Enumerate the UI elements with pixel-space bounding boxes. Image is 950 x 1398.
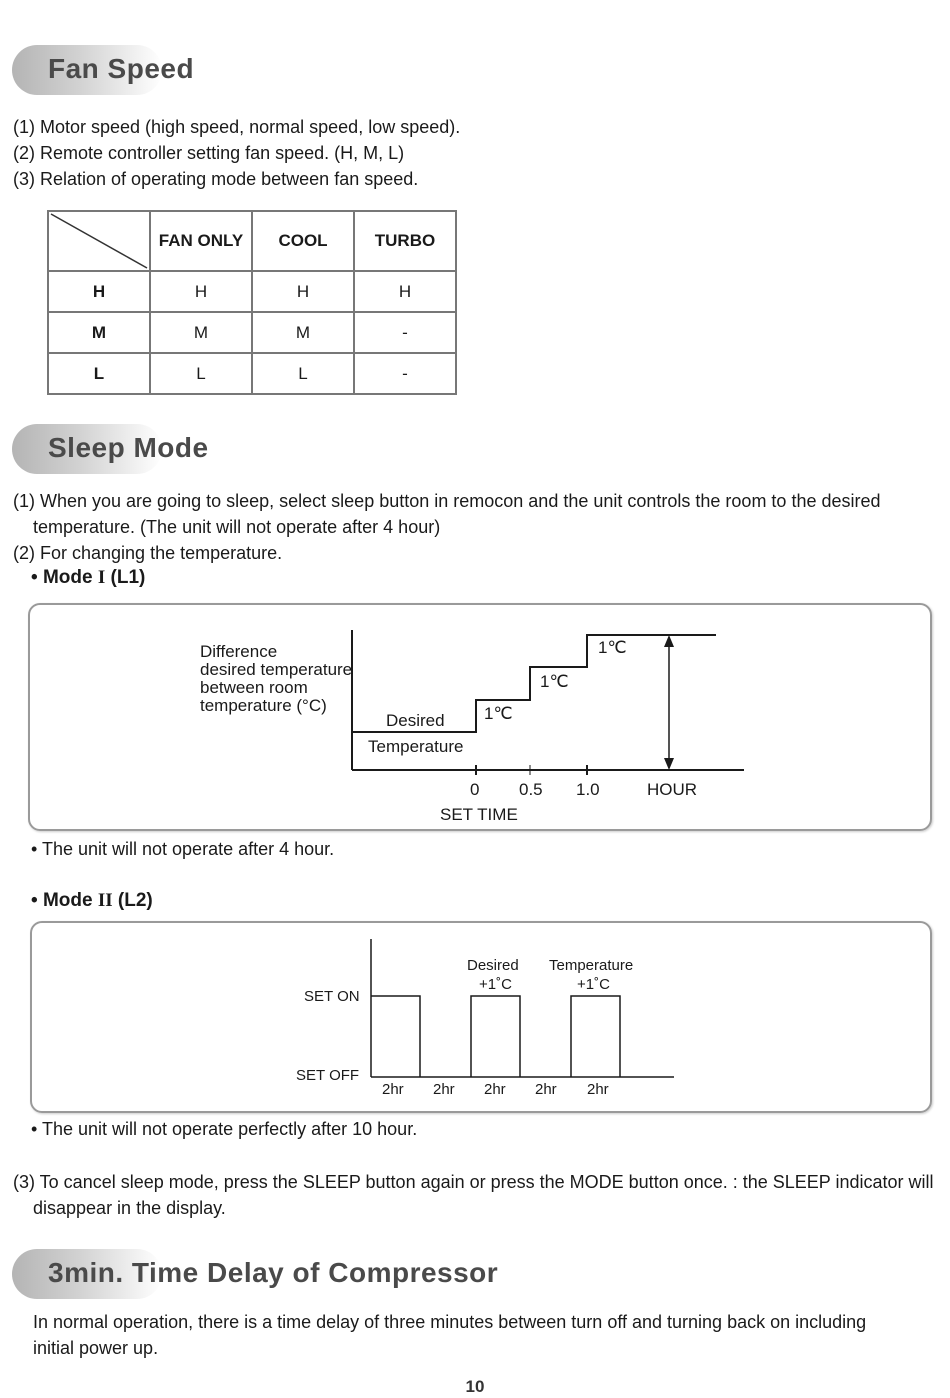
y-label-line-3: between room [200, 678, 308, 697]
step-label-1: 1℃ [484, 704, 513, 723]
interval-label: 2hr [587, 1081, 609, 1098]
page-number: 10 [465, 1377, 485, 1396]
table-header-row [48, 211, 456, 271]
on-pulse [471, 996, 520, 1077]
sleep-line-2: (2) For changing the temperature. [13, 543, 283, 563]
column-header-cool: COOL [252, 211, 354, 271]
sleep-line-1b: temperature. (The unit will not operate after 4 hour) [33, 517, 441, 537]
table-cell: M [252, 312, 354, 353]
sleep-line-3b: disappear in the display. [33, 1198, 226, 1218]
mode-1-diagram-box [28, 603, 932, 831]
interval-label: 2hr [433, 1081, 455, 1098]
on-pulse [571, 996, 620, 1077]
fan-speed-line-1: (1) Motor speed (high speed, normal speed, low speed). [13, 117, 461, 137]
fan-speed-line-3: (3) Relation of operating mode between fan speed. [13, 169, 419, 189]
mode-2-note: • The unit will not operate perfectly after 10 hour. [31, 1119, 418, 1139]
mode-1-note: • The unit will not operate after 4 hour. [31, 839, 335, 859]
table-row [48, 353, 456, 394]
time-delay-line-b: initial power up. [33, 1338, 159, 1358]
interval-label: 2hr [382, 1081, 404, 1098]
table-cell: L [252, 353, 354, 394]
table-cell: H [150, 271, 252, 312]
table-cell: L [150, 353, 252, 394]
temperature-label: Temperature [549, 957, 634, 974]
table-row [48, 312, 456, 353]
mode-2-diagram-box [30, 921, 932, 1113]
mode-2-diagram [32, 923, 930, 1111]
temperature-plus-label: +1˚C [577, 976, 610, 993]
mode-1-diagram [30, 605, 930, 829]
mode-2-label: • Mode II (L2) [31, 890, 153, 911]
on-pulse [371, 996, 420, 1077]
column-header-turbo: TURBO [354, 211, 456, 271]
set-on-label: SET ON [304, 988, 360, 1005]
table-corner-cell [48, 211, 150, 271]
table-row [48, 271, 456, 312]
baseline-label-line-2: Temperature [368, 737, 464, 756]
table-cell: H [252, 271, 354, 312]
desired-label: Desired [467, 957, 519, 974]
diagonal-line [49, 212, 149, 270]
arrow-down-icon [664, 758, 674, 770]
row-header: H [48, 271, 150, 312]
x-tick-0: 0 [470, 780, 480, 799]
interval-label: 2hr [484, 1081, 506, 1098]
row-header: L [48, 353, 150, 394]
set-off-label: SET OFF [296, 1067, 360, 1084]
time-delay-line-a: In normal operation, there is a time delay of three minutes between turn off and turning back on including [33, 1312, 867, 1332]
table-cell: - [354, 353, 456, 394]
step-label-2: 1℃ [540, 672, 569, 691]
desired-plus-label: +1˚C [479, 976, 512, 993]
y-label-line-1: Difference [200, 642, 278, 661]
y-label-line-4: temperature (°C) [200, 696, 327, 715]
fan-speed-table [47, 210, 457, 395]
fan-speed-heading: Fan Speed [48, 53, 195, 84]
row-header: M [48, 312, 150, 353]
baseline-label-line-1: Desired [386, 711, 445, 730]
x-end-label: HOUR [647, 780, 698, 799]
sleep-line-1a: (1) When you are going to sleep, select sleep button in remocon and the unit controls the room to the desired [13, 491, 881, 511]
fan-speed-line-2: (2) Remote controller setting fan speed. (H, M, L) [13, 143, 405, 163]
column-header-fan-only: FAN ONLY [150, 211, 252, 271]
arrow-up-icon [664, 635, 674, 647]
interval-label: 2hr [535, 1081, 557, 1098]
sleep-line-3a: (3) To cancel sleep mode, press the SLEEP button again or press the MODE button once. : the SLEEP indicator will [13, 1172, 934, 1192]
x-axis-label: SET TIME [440, 805, 518, 824]
x-tick-1.0: 1.0 [576, 780, 600, 799]
sleep-mode-heading: Sleep Mode [48, 432, 209, 463]
table-cell: H [354, 271, 456, 312]
table-cell: - [354, 312, 456, 353]
y-label-line-2: desired temperature [200, 660, 353, 679]
mode-1-label: • Mode I (L1) [31, 567, 146, 588]
step-label-3: 1℃ [598, 638, 627, 657]
time-delay-heading: 3min. Time Delay of Compressor [48, 1257, 499, 1288]
table-cell: M [150, 312, 252, 353]
x-tick-0.5: 0.5 [519, 780, 543, 799]
